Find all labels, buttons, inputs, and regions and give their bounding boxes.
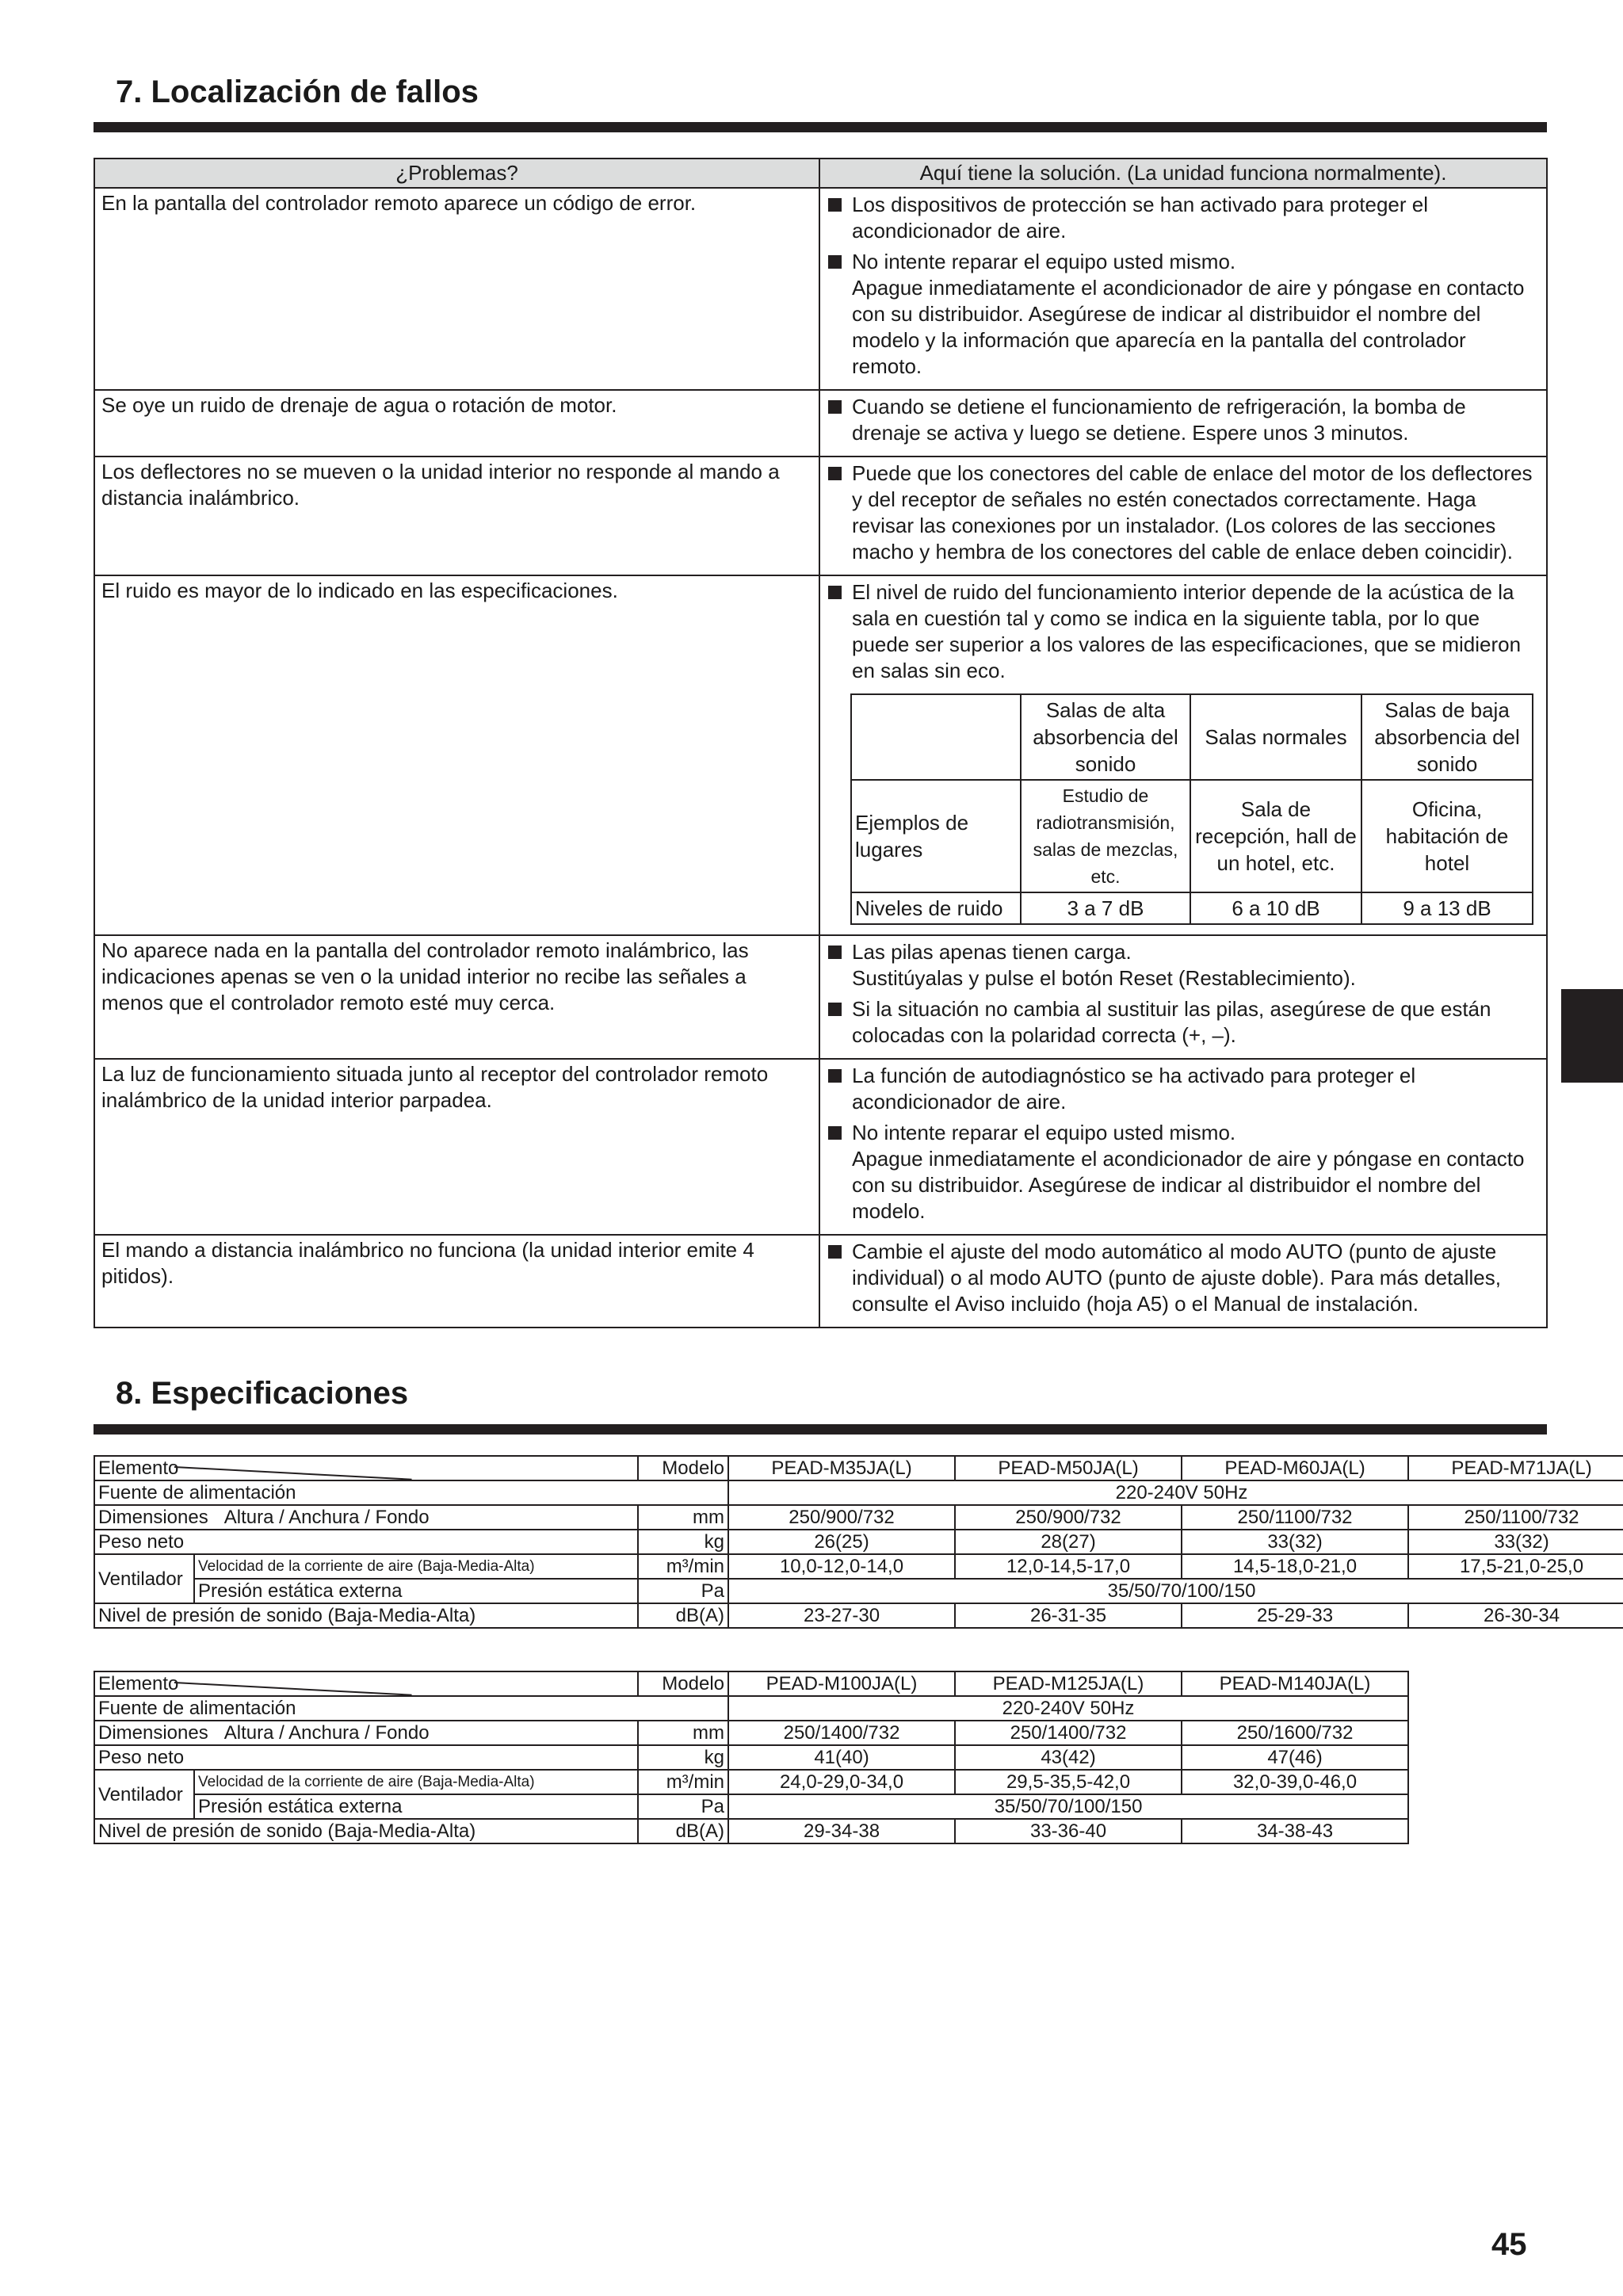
airflow-value: 10,0-12,0-14,0 [728,1554,955,1579]
bullet-square-icon [827,1120,852,1224]
airflow-label: Velocidad de la corriente de aire (Baja-Media-Alta) [194,1770,638,1794]
airflow-value: 14,5-18,0-21,0 [1182,1554,1408,1579]
model-header [638,1671,728,1696]
dimensions-title: Dimensiones [98,1507,208,1528]
noise-examples-row [851,780,1533,892]
element-header [94,1456,638,1480]
airflow-value: 32,0-39,0-46,0 [1182,1770,1408,1794]
model-name: PEAD-M50JA(L) [955,1456,1182,1480]
unit-dba: dB(A) [638,1819,728,1843]
sound-value: 25-29-33 [1182,1603,1408,1628]
unit-mm: mm [638,1721,728,1745]
solution-text: No intente reparar el equipo usted mismo. Apague inmediatamente el acondicionador de aire y póngase en contacto con su distribuidor. Asegúrese de indicar al distribuidor el nombre del modelo. [852,1121,1525,1223]
sound-value: 33-36-40 [955,1819,1182,1843]
level-cell: 6 a 10 dB [1190,892,1361,924]
example-cell: Oficina, habitación de hotel [1361,780,1533,892]
table-row [94,1235,1547,1328]
spec-row-airflow [94,1770,1408,1794]
problem-cell: El ruido es mayor de lo indicado en las especificaciones. [94,575,819,935]
airflow-label: Velocidad de la corriente de aire (Baja-Media-Alta) [194,1554,638,1579]
solution-text: Cambie el ajuste del modo automático al modo AUTO (punto de ajuste individual) o al modo AUTO (punto de ajuste doble). Para más detalles, consulte el Aviso incluido (hoja A5) o el Manual de instalación. [852,1240,1501,1316]
airflow-value: 12,0-14,5-17,0 [955,1554,1182,1579]
solution-text: La función de autodiagnóstico se ha activado para proteger el acondicionador de aire. [852,1064,1416,1114]
bullet-square-icon [827,460,852,565]
dimensions-sub: Altura / Anchura / Fondo [223,1507,430,1528]
level-cell: 3 a 7 dB [1021,892,1190,924]
solution-item [827,192,1540,244]
solution-text: Las pilas apenas tienen carga. Sustitúyalas y pulse el botón Reset (Restablecimiento). [852,940,1356,990]
table-header-row [94,159,1547,188]
table-row [94,188,1547,390]
model-name: PEAD-M60JA(L) [1182,1456,1408,1480]
dimensions-sub: Altura / Anchura / Fondo [223,1722,430,1744]
spec-row-airflow [94,1554,1623,1579]
noise-levels-row [851,892,1533,924]
title-rule [94,122,1547,132]
dimension-value: 250/900/732 [728,1505,955,1530]
spec-row-dimensions [94,1505,1623,1530]
bullet-square-icon [827,939,852,991]
spec-header-row [94,1456,1623,1480]
example-cell: Sala de recepción, hall de un hotel, etc. [1190,780,1361,892]
table-row [94,390,1547,457]
solution-item [827,939,1540,991]
room-type-header: Salas de baja absorbencia del sonido [1361,694,1533,780]
pressure-value: 35/50/70/100/150 [728,1794,1408,1819]
spec-row-weight [94,1745,1408,1770]
dimension-value: 250/1400/732 [955,1721,1182,1745]
unit-kg: kg [638,1745,728,1770]
bullet-square-icon [827,249,852,380]
spec-table-2 [94,1671,1409,1844]
sound-label: Nivel de presión de sonido (Baja-Media-Alta) [94,1819,638,1843]
dimension-value: 250/900/732 [955,1505,1182,1530]
table-row [94,1059,1547,1235]
section-7-title: 7. Localización de fallos [116,74,479,109]
model-name: PEAD-M125JA(L) [955,1671,1182,1696]
spec-row-pressure [94,1794,1408,1819]
page-number: 45 [1491,2227,1527,2262]
weight-value: 41(40) [728,1745,955,1770]
weight-label: Peso neto [94,1745,638,1770]
solution-item [827,1239,1540,1317]
table-row [94,575,1547,935]
solution-text: Si la situación no cambia al sustituir las pilas, asegúrese de que están colocadas con la polaridad correcta (+, –). [852,997,1491,1047]
dimension-value: 250/1100/732 [1408,1505,1623,1530]
solution-cell [819,390,1547,457]
problem-cell: La luz de funcionamiento situada junto al receptor del controlador remoto inalámbrico de la unidad interior parpadea. [94,1059,819,1235]
problem-cell: Los deflectores no se mueven o la unidad interior no responde al mando a distancia inalámbrico. [94,457,819,575]
title-rule-2 [94,1424,1547,1435]
sound-value: 34-38-43 [1182,1819,1408,1843]
solution-text: Cuando se detiene el funcionamiento de refrigeración, la bomba de drenaje se activa y luego se detiene. Espere unos 3 minutos. [852,395,1466,445]
solution-cell [819,188,1547,390]
bullet-square-icon [827,394,852,446]
power-value: 220-240V 50Hz [728,1696,1408,1721]
problem-cell: El mando a distancia inalámbrico no funciona (la unidad interior emite 4 pitidos). [94,1235,819,1328]
model-name: PEAD-M100JA(L) [728,1671,955,1696]
solution-item [827,996,1540,1049]
solution-cell [819,457,1547,575]
problem-cell: Se oye un ruido de drenaje de agua o rotación de motor. [94,390,819,457]
section-8-title: 8. Especificaciones [116,1376,409,1411]
sound-value: 23-27-30 [728,1603,955,1628]
weight-value: 26(25) [728,1530,955,1554]
element-label: Elemento [98,1457,179,1479]
noise-corner-cell [851,694,1021,780]
pressure-label: Presión estática externa [194,1794,638,1819]
room-type-header: Salas normales [1190,694,1361,780]
solution-text: El nivel de ruido del funcionamiento interior depende de la acústica de la sala en cuestión tal y como se indica en la siguiente tabla, por lo que puede ser superior a los valores de las especificaciones, que se midieron en salas sin eco. [852,580,1522,682]
spec-row-power [94,1480,1623,1505]
solution-item [827,1063,1540,1115]
airflow-value: 17,5-21,0-25,0 [1408,1554,1623,1579]
bullet-square-icon [827,192,852,244]
spec-row-power [94,1696,1408,1721]
sound-value: 26-31-35 [955,1603,1182,1628]
bullet-square-icon [827,1063,852,1115]
dimension-value: 250/1100/732 [1182,1505,1408,1530]
unit-dba: dB(A) [638,1603,728,1628]
element-header [94,1671,638,1696]
levels-label: Niveles de ruido [851,892,1021,924]
fan-label: Ventilador [94,1554,194,1603]
spec-row-pressure [94,1579,1623,1603]
weight-label: Peso neto [94,1530,638,1554]
solution-item [827,460,1540,565]
unit-m3min: m³/min [638,1770,728,1794]
noise-level-table [850,693,1533,925]
solution-cell [819,935,1547,1059]
solution-cell [819,1235,1547,1328]
sound-value: 29-34-38 [728,1819,955,1843]
weight-value: 33(32) [1182,1530,1408,1554]
solution-header: Aquí tiene la solución. (La unidad funciona normalmente). [819,159,1547,188]
problem-cell: No aparece nada en la pantalla del controlador remoto inalámbrico, las indicaciones apenas se ven o la unidad interior no recibe las señales a menos que el controlador remoto esté muy cerca. [94,935,819,1059]
power-value: 220-240V 50Hz [728,1480,1623,1505]
sound-value: 26-30-34 [1408,1603,1623,1628]
weight-value: 33(32) [1408,1530,1623,1554]
weight-value: 28(27) [955,1530,1182,1554]
solution-cell [819,1059,1547,1235]
solution-item [827,249,1540,380]
chapter-tab [1561,989,1623,1083]
problem-header: ¿Problemas? [94,159,819,188]
diagonal-divider [174,1682,412,1696]
bullet-square-icon [827,579,852,684]
spec-header-row [94,1671,1408,1696]
dimensions-label [94,1721,638,1745]
model-header [638,1456,728,1480]
model-label: Modelo [662,1457,725,1479]
power-label: Fuente de alimentación [94,1480,728,1505]
room-type-header: Salas de alta absorbencia del sonido [1021,694,1190,780]
solution-item [827,579,1540,684]
solution-cell [819,575,1547,935]
bullet-square-icon [827,1239,852,1317]
unit-m3min: m³/min [638,1554,728,1579]
example-cell: Estudio de radiotransmisión, salas de mezclas, etc. [1021,780,1190,892]
weight-value: 43(42) [955,1745,1182,1770]
examples-label: Ejemplos de lugares [851,780,1021,892]
noise-header-row [851,694,1533,780]
spec-table-1 [94,1455,1623,1629]
spec-row-sound [94,1819,1408,1843]
diagonal-divider [174,1466,412,1480]
solution-text: Puede que los conectores del cable de enlace del motor de los deflectores y del receptor de señales no estén conectados correctamente. Haga revisar las conexiones por un instalador. (Los colores de las secciones macho y hembra de los conectores del cable de enlace deben coincidir). [852,461,1533,563]
spec-row-dimensions [94,1721,1408,1745]
solution-text: Los dispositivos de protección se han activado para proteger el acondicionador de aire. [852,193,1428,243]
model-name: PEAD-M71JA(L) [1408,1456,1623,1480]
table-row [94,935,1547,1059]
spec-row-weight [94,1530,1623,1554]
level-cell: 9 a 13 dB [1361,892,1533,924]
problem-cell: En la pantalla del controlador remoto aparece un código de error. [94,188,819,390]
pressure-value: 35/50/70/100/150 [728,1579,1623,1603]
dimension-value: 250/1400/732 [728,1721,955,1745]
solution-text: No intente reparar el equipo usted mismo. Apague inmediatamente el acondicionador de aire y póngase en contacto con su distribuidor. Asegúrese de indicar al distribuidor el nombre del modelo y la información que aparecía en la pantalla del controlador remoto. [852,250,1525,378]
dimension-value: 250/1600/732 [1182,1721,1408,1745]
fan-label: Ventilador [94,1770,194,1819]
dimensions-label [94,1505,638,1530]
troubleshooting-table [94,158,1548,1328]
model-label: Modelo [662,1673,725,1694]
model-name: PEAD-M140JA(L) [1182,1671,1408,1696]
airflow-value: 29,5-35,5-42,0 [955,1770,1182,1794]
solution-item [827,1120,1540,1224]
table-row [94,457,1547,575]
weight-value: 47(46) [1182,1745,1408,1770]
power-label: Fuente de alimentación [94,1696,728,1721]
spec-row-sound [94,1603,1623,1628]
sound-label: Nivel de presión de sonido (Baja-Media-Alta) [94,1603,638,1628]
unit-mm: mm [638,1505,728,1530]
pressure-label: Presión estática externa [194,1579,638,1603]
model-name: PEAD-M35JA(L) [728,1456,955,1480]
bullet-square-icon [827,996,852,1049]
unit-pa: Pa [638,1579,728,1603]
dimensions-title: Dimensiones [98,1722,208,1744]
unit-kg: kg [638,1530,728,1554]
unit-pa: Pa [638,1794,728,1819]
element-label: Elemento [98,1673,179,1694]
solution-item [827,394,1540,446]
airflow-value: 24,0-29,0-34,0 [728,1770,955,1794]
